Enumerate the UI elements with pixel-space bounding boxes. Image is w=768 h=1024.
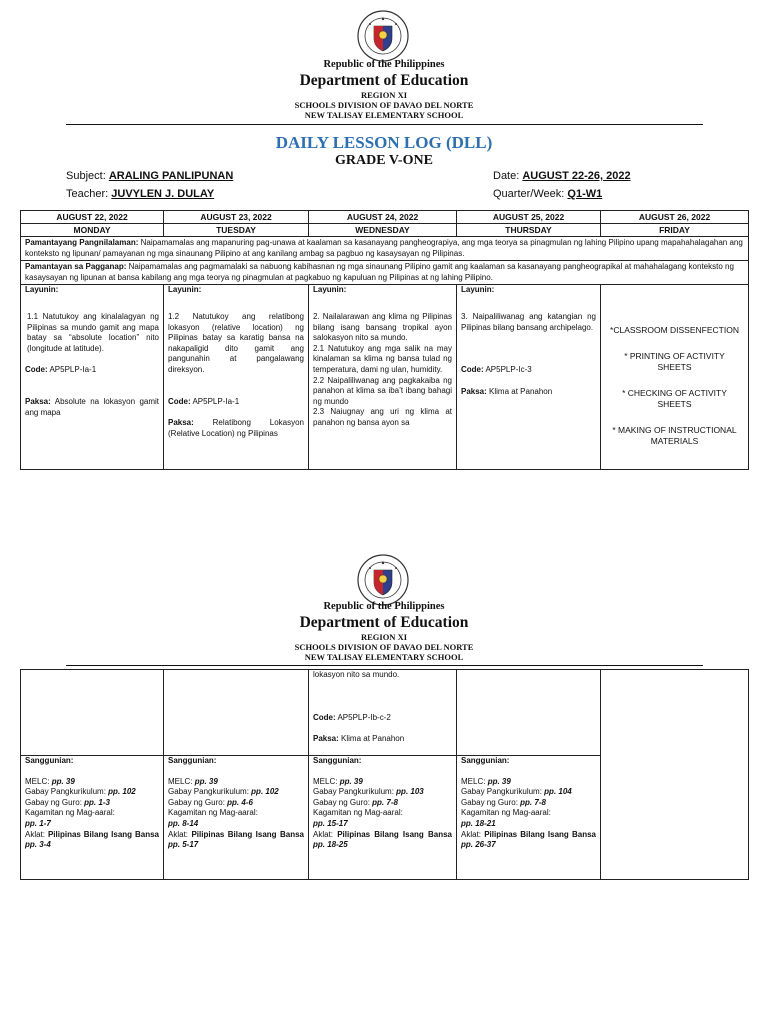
lesson-log-table	[20, 210, 749, 470]
melc-line	[461, 777, 596, 788]
book-title: Pilipinas Bilang Isang Bansa	[337, 829, 452, 839]
objectives-label: Layunin:	[168, 285, 202, 295]
friday-task: *CLASSROOM DISSENFECTION	[610, 325, 739, 336]
objective-text: 3. Naipaliliwanag ang katangian ng Pilipinas bilang bansang archipelago.	[461, 311, 596, 332]
teacher-value: JUVYLEN J. DULAY	[111, 188, 215, 200]
day-tuesday: TUESDAY	[164, 224, 309, 237]
teacher-label: Teacher:	[66, 188, 109, 200]
topic-label: Paksa:	[25, 396, 51, 406]
curriculum-line	[313, 787, 452, 798]
objectives-label: Layunin:	[461, 285, 495, 295]
objective-item: 2.3 Naiugnay ang uri ng klima at panahon ng bansa ayon sa	[313, 407, 452, 427]
objectives-label: Layunin:	[25, 285, 59, 295]
guide-pages: pp. 4-6	[227, 797, 253, 807]
guide-pages: pp. 1-3	[84, 797, 110, 807]
code-label: Code:	[25, 365, 48, 375]
date-label: Date:	[493, 170, 520, 182]
objectives-continued-row	[21, 670, 749, 756]
references-monday	[21, 756, 164, 880]
subject-label: Subject:	[66, 170, 106, 182]
content-standard-label: Pamantayang Pangnilalaman:	[25, 238, 139, 247]
performance-standard-row	[21, 261, 749, 285]
melc-pages: pp. 39	[51, 776, 75, 786]
page-two	[0, 548, 768, 888]
topic-line	[168, 418, 304, 439]
objectives-thursday-cont	[457, 670, 601, 756]
guide-label: Gabay ng Guro:	[168, 797, 225, 807]
learner-pages: pp. 1-7	[25, 818, 51, 828]
quarter-label: Quarter/Week:	[493, 188, 565, 200]
topic-value: Absolute na lokasyon gamit ang mapa	[25, 396, 160, 417]
content-standard-cell	[21, 237, 749, 261]
content-standard-row	[21, 237, 749, 261]
guide-pages: pp. 7-8	[372, 797, 398, 807]
book-label: Aklat:	[25, 829, 46, 839]
performance-standard-cell	[21, 261, 749, 285]
guide-label: Gabay ng Guro:	[461, 797, 518, 807]
references-label: Sanggunian:	[168, 756, 217, 765]
guide-line	[313, 798, 452, 809]
curriculum-label: Gabay Pangkurikulum:	[313, 787, 394, 797]
book-title: Pilipinas Bilang Isang Bansa	[484, 829, 596, 839]
objectives-label: Layunin:	[313, 285, 347, 295]
school-label: NEW TALISAY ELEMENTARY SCHOOL	[304, 652, 464, 662]
guide-pages: pp. 7-8	[520, 797, 546, 807]
topic-line	[25, 397, 159, 418]
melc-label: MELC:	[25, 776, 50, 786]
deped-seal-icon	[357, 10, 409, 62]
code-line	[313, 713, 452, 724]
book-title: Pilipinas Bilang Isang Bansa	[47, 829, 159, 839]
division-label: SCHOOLS DIVISION OF DAVAO DEL NORTE	[294, 642, 474, 652]
objective-item: 2.1 Natutukoy ang mga salik na may kinalaman sa klima ng bansa tulad ng temperatura, dami ng ulan, humidity.	[313, 343, 452, 374]
book-line	[313, 830, 452, 851]
objectives-tuesday	[164, 285, 309, 470]
objectives-monday-cont	[21, 670, 164, 756]
melc-label: MELC:	[168, 776, 193, 786]
date-monday: AUGUST 22, 2022	[21, 211, 164, 224]
guide-line	[461, 798, 596, 809]
performance-standard-label: Pamantayan sa Pagganap:	[25, 262, 127, 272]
topic-label: Paksa:	[313, 734, 339, 744]
department-title: Department of Education	[299, 72, 469, 89]
date-wednesday: AUGUST 24, 2022	[309, 211, 457, 224]
book-pages: pp. 18-25	[313, 840, 348, 850]
book-pages: pp. 3-4	[25, 840, 51, 850]
objectives-thursday	[457, 285, 601, 470]
curriculum-pages: pp. 102	[108, 787, 136, 797]
friday-task: * MAKING OF INSTRUCTIONAL MATERIALS	[612, 425, 737, 447]
references-tuesday	[164, 756, 309, 880]
learner-pages: pp. 8-14	[168, 818, 199, 828]
topic-label: Paksa:	[168, 418, 194, 428]
learner-label: Kagamitan ng Mag-aaral:	[25, 808, 115, 818]
topic-value: Klima at Panahon	[341, 734, 405, 744]
objectives-wednesday-cont	[309, 670, 457, 756]
day-wednesday: WEDNESDAY	[309, 224, 457, 237]
curriculum-pages: pp. 104	[544, 787, 572, 797]
content-standard-text: Naipamamalas ang mapanuring pag-unawa at kaalaman sa kasanayang pangheograpiya, ang mga teorya sa pinagmulan ng lahing Pilipino upang mapahahalagahan ang konteksto ng lipunan/ pamayanan ng mga sinaunang Pilipino at ang kanilang ambag sa pagbuo ng kasaysayan ng Pilipinas.	[25, 238, 743, 258]
region-label: REGION XI	[360, 90, 408, 100]
learner-label: Kagamitan ng Mag-aaral:	[313, 808, 403, 818]
date-friday: AUGUST 26, 2022	[601, 211, 749, 224]
day-header-row	[21, 224, 749, 237]
objectives-monday	[21, 285, 164, 470]
curriculum-label: Gabay Pangkurikulum:	[25, 787, 106, 797]
page-one	[0, 0, 768, 490]
republic-label: Republic of the Philippines	[323, 59, 445, 70]
curriculum-label: Gabay Pangkurikulum:	[168, 787, 249, 797]
friday-task: * PRINTING OF ACTIVITY SHEETS	[624, 351, 725, 373]
division-label: SCHOOLS DIVISION OF DAVAO DEL NORTE	[294, 100, 474, 110]
code-value: AP5PLP-Ia-1	[192, 396, 240, 406]
date-value: AUGUST 22-26, 2022	[522, 170, 631, 182]
references-label: Sanggunian:	[313, 756, 362, 765]
references-label: Sanggunian:	[461, 756, 510, 765]
deped-seal-icon	[357, 554, 409, 606]
friday-task: * CHECKING OF ACTIVITY SHEETS	[622, 388, 727, 410]
melc-pages: pp. 39	[487, 776, 511, 786]
code-label: Code:	[461, 365, 484, 375]
melc-label: MELC:	[313, 776, 338, 786]
performance-standard-text: Naipamamalas ang pagmamalaki sa nabuong kabihasnan ng mga sinaunang Pilipino gamit ang kaalaman sa kasanayang pangheograpikal at mahahalagang konteksto ng kasaysayan ng lipunan at bansa kabilang ang mga teorya ng pinagmulan at pagkabuo ng kapuluan ng Pilipinas at ng lahing Pilipino.	[25, 262, 734, 282]
curriculum-line	[461, 787, 596, 798]
guide-line	[168, 798, 304, 809]
topic-line	[461, 387, 596, 398]
code-label: Code:	[168, 396, 191, 406]
melc-line	[313, 777, 452, 788]
book-pages: pp. 5-17	[168, 840, 199, 850]
book-pages: pp. 26-37	[461, 840, 496, 850]
code-line	[25, 365, 159, 376]
learner-label: Kagamitan ng Mag-aaral:	[168, 808, 258, 818]
objective-continuation: lokasyon nito sa mundo.	[313, 670, 400, 679]
references-thursday	[457, 756, 601, 880]
teacher-line	[66, 188, 214, 200]
guide-line	[25, 798, 159, 809]
melc-label: MELC:	[461, 776, 486, 786]
objectives-tuesday-cont	[164, 670, 309, 756]
topic-label: Paksa:	[461, 386, 487, 396]
school-label: NEW TALISAY ELEMENTARY SCHOOL	[304, 110, 464, 120]
book-label: Aklat:	[461, 829, 482, 839]
curriculum-pages: pp. 102	[251, 787, 279, 797]
code-line	[168, 397, 304, 408]
objectives-wednesday	[309, 285, 457, 470]
references-wednesday	[309, 756, 457, 880]
quarter-value: Q1-W1	[567, 188, 603, 200]
guide-label: Gabay ng Guro:	[25, 797, 82, 807]
references-label: Sanggunian:	[25, 756, 74, 765]
subject-value: ARALING PANLIPUNAN	[108, 170, 234, 182]
day-thursday: THURSDAY	[457, 224, 601, 237]
header-divider	[66, 124, 703, 125]
code-label: Code:	[313, 712, 336, 722]
learner-pages: pp. 18-21	[461, 818, 496, 828]
department-title: Department of Education	[299, 614, 469, 631]
book-label: Aklat:	[313, 829, 334, 839]
code-value: AP5PLP-Ic-3	[485, 365, 532, 375]
republic-label: Republic of the Philippines	[323, 601, 445, 612]
grade-label: GRADE V-ONE	[335, 153, 433, 168]
date-tuesday: AUGUST 23, 2022	[164, 211, 309, 224]
objectives-friday	[601, 285, 749, 470]
curriculum-line	[25, 787, 159, 798]
objective-item: 2. Nailalarawan ang klima ng Pilipinas bilang isang bansang tropikal ayon salokasyon nito sa mundo.	[313, 311, 452, 343]
curriculum-label: Gabay Pangkurikulum:	[461, 787, 542, 797]
learner-label: Kagamitan ng Mag-aaral:	[461, 808, 551, 818]
quarter-line	[493, 188, 602, 200]
book-line	[168, 830, 304, 851]
melc-line	[25, 777, 159, 788]
melc-pages: pp. 39	[339, 776, 363, 786]
book-label: Aklat:	[168, 829, 189, 839]
day-friday: FRIDAY	[601, 224, 749, 237]
melc-line	[168, 777, 304, 788]
date-thursday: AUGUST 25, 2022	[457, 211, 601, 224]
melc-pages: pp. 39	[194, 776, 218, 786]
objective-text: 1.2 Natutukoy ang relatibong lokasyon (relative location) ng Pilipinas batay sa karatig bansa na nakapaligid dito gamit ang pangunahin at pangalawang direksyon.	[168, 311, 304, 374]
subject-line	[66, 170, 233, 182]
book-title: Pilipinas Bilang Isang Bansa	[191, 829, 304, 839]
document-title: DAILY LESSON LOG (DLL)	[275, 133, 493, 152]
day-monday: MONDAY	[21, 224, 164, 237]
objective-text: 1.1 Natutukoy ang kinalalagyan ng Pilipinas sa mundo gamit ang mapa batay sa “absolute location” nito (longitude at latitude).	[27, 311, 159, 353]
friday-cont	[601, 670, 749, 880]
curriculum-line	[168, 787, 304, 798]
topic-line	[313, 734, 452, 745]
code-value: AP5PLP-Ib-c-2	[337, 712, 391, 722]
learner-pages: pp. 15-17	[313, 818, 348, 828]
topic-value: Klima at Panahon	[489, 386, 553, 396]
region-label: REGION XI	[360, 632, 408, 642]
lesson-log-table-continued	[20, 669, 749, 880]
code-line	[461, 365, 596, 376]
book-line	[461, 830, 596, 851]
date-line	[493, 170, 631, 182]
objectives-row	[21, 285, 749, 470]
book-line	[25, 830, 159, 851]
guide-label: Gabay ng Guro:	[313, 797, 370, 807]
code-value: AP5PLP-Ia-1	[49, 365, 97, 375]
topic-value: Relatibong Lokasyon (Relative Location) ng Pilipinas	[168, 418, 304, 438]
curriculum-pages: pp. 103	[396, 787, 424, 797]
header-divider	[66, 665, 703, 666]
date-header-row	[21, 211, 749, 224]
objective-item: 2.2 Naipaliliwanag ang pagkakaiba ng panahon at klima sa iba’t ibang bahagi ng mundo	[313, 375, 452, 406]
